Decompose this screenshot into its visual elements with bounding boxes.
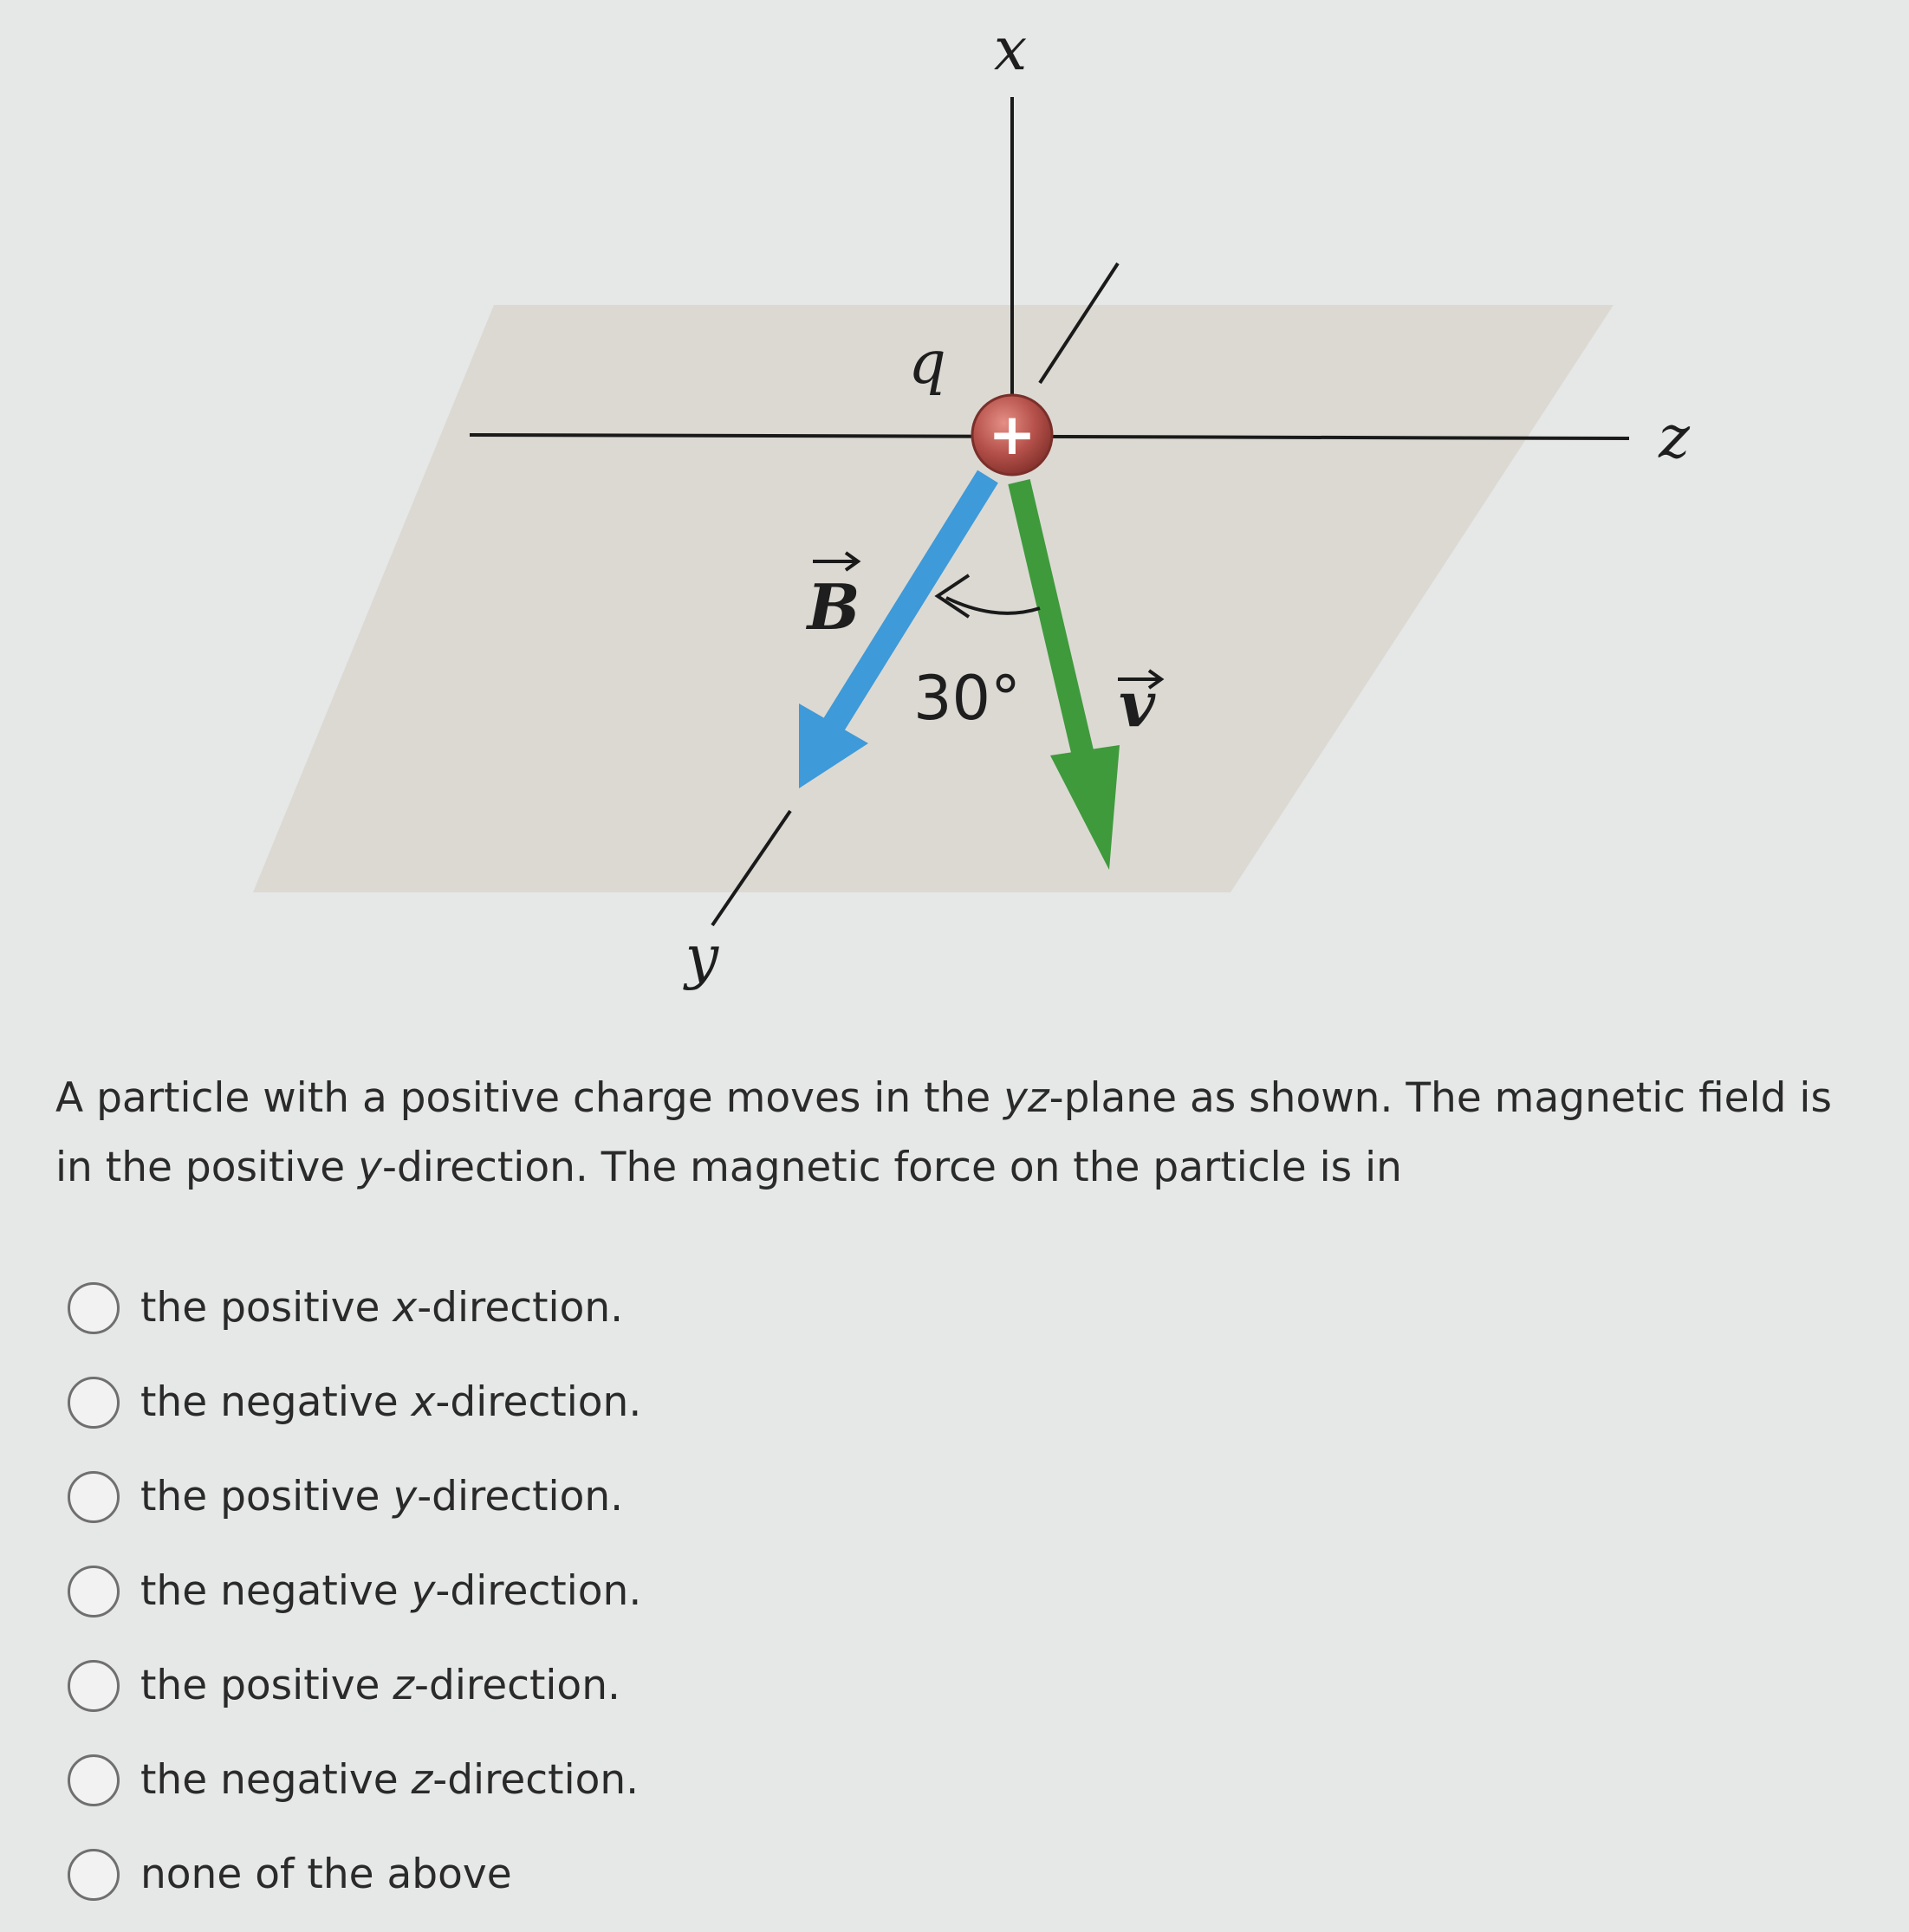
svg-text:v: v — [1119, 667, 1155, 741]
answer-options — [68, 1261, 641, 1922]
radio-button[interactable] — [68, 1754, 120, 1806]
option-label[interactable]: the positive x-direction. — [140, 1284, 624, 1332]
radio-button[interactable] — [68, 1471, 120, 1523]
radio-button[interactable] — [68, 1377, 120, 1429]
option-label[interactable]: the positive z-direction. — [140, 1662, 620, 1709]
radio-button[interactable] — [68, 1660, 120, 1712]
option-positive-y[interactable] — [68, 1449, 641, 1544]
option-positive-x[interactable] — [68, 1261, 641, 1355]
radio-button[interactable] — [68, 1849, 120, 1901]
z-axis-label: z — [1659, 404, 1690, 472]
charge-sign: + — [988, 401, 1036, 468]
option-label[interactable]: none of the above — [140, 1851, 512, 1898]
option-label[interactable]: the negative x-direction. — [140, 1378, 642, 1426]
option-label[interactable]: the negative y-direction. — [140, 1567, 642, 1615]
svg-text:B: B — [807, 570, 860, 644]
option-label[interactable]: the positive y-direction. — [140, 1473, 624, 1520]
velocity-label — [1118, 667, 1161, 741]
radio-button[interactable] — [68, 1566, 120, 1618]
charge-label: q — [908, 329, 946, 398]
option-positive-z[interactable] — [68, 1638, 641, 1733]
option-negative-z[interactable] — [68, 1733, 641, 1827]
y-axis-label: y — [685, 924, 719, 992]
question-text: A particle with a positive charge moves in the yz-plane as shown. The magnetic field is in the positive y-direction. The magnetic force on the particle is in — [55, 1074, 1832, 1191]
option-none-of-the-above[interactable] — [68, 1827, 641, 1922]
option-label[interactable]: the negative z-direction. — [140, 1756, 640, 1804]
x-axis-label: x — [993, 16, 1028, 84]
option-negative-x[interactable] — [68, 1355, 641, 1449]
angle-label: 30° — [912, 663, 1022, 734]
radio-button[interactable] — [68, 1282, 120, 1334]
option-negative-y[interactable] — [68, 1544, 641, 1638]
